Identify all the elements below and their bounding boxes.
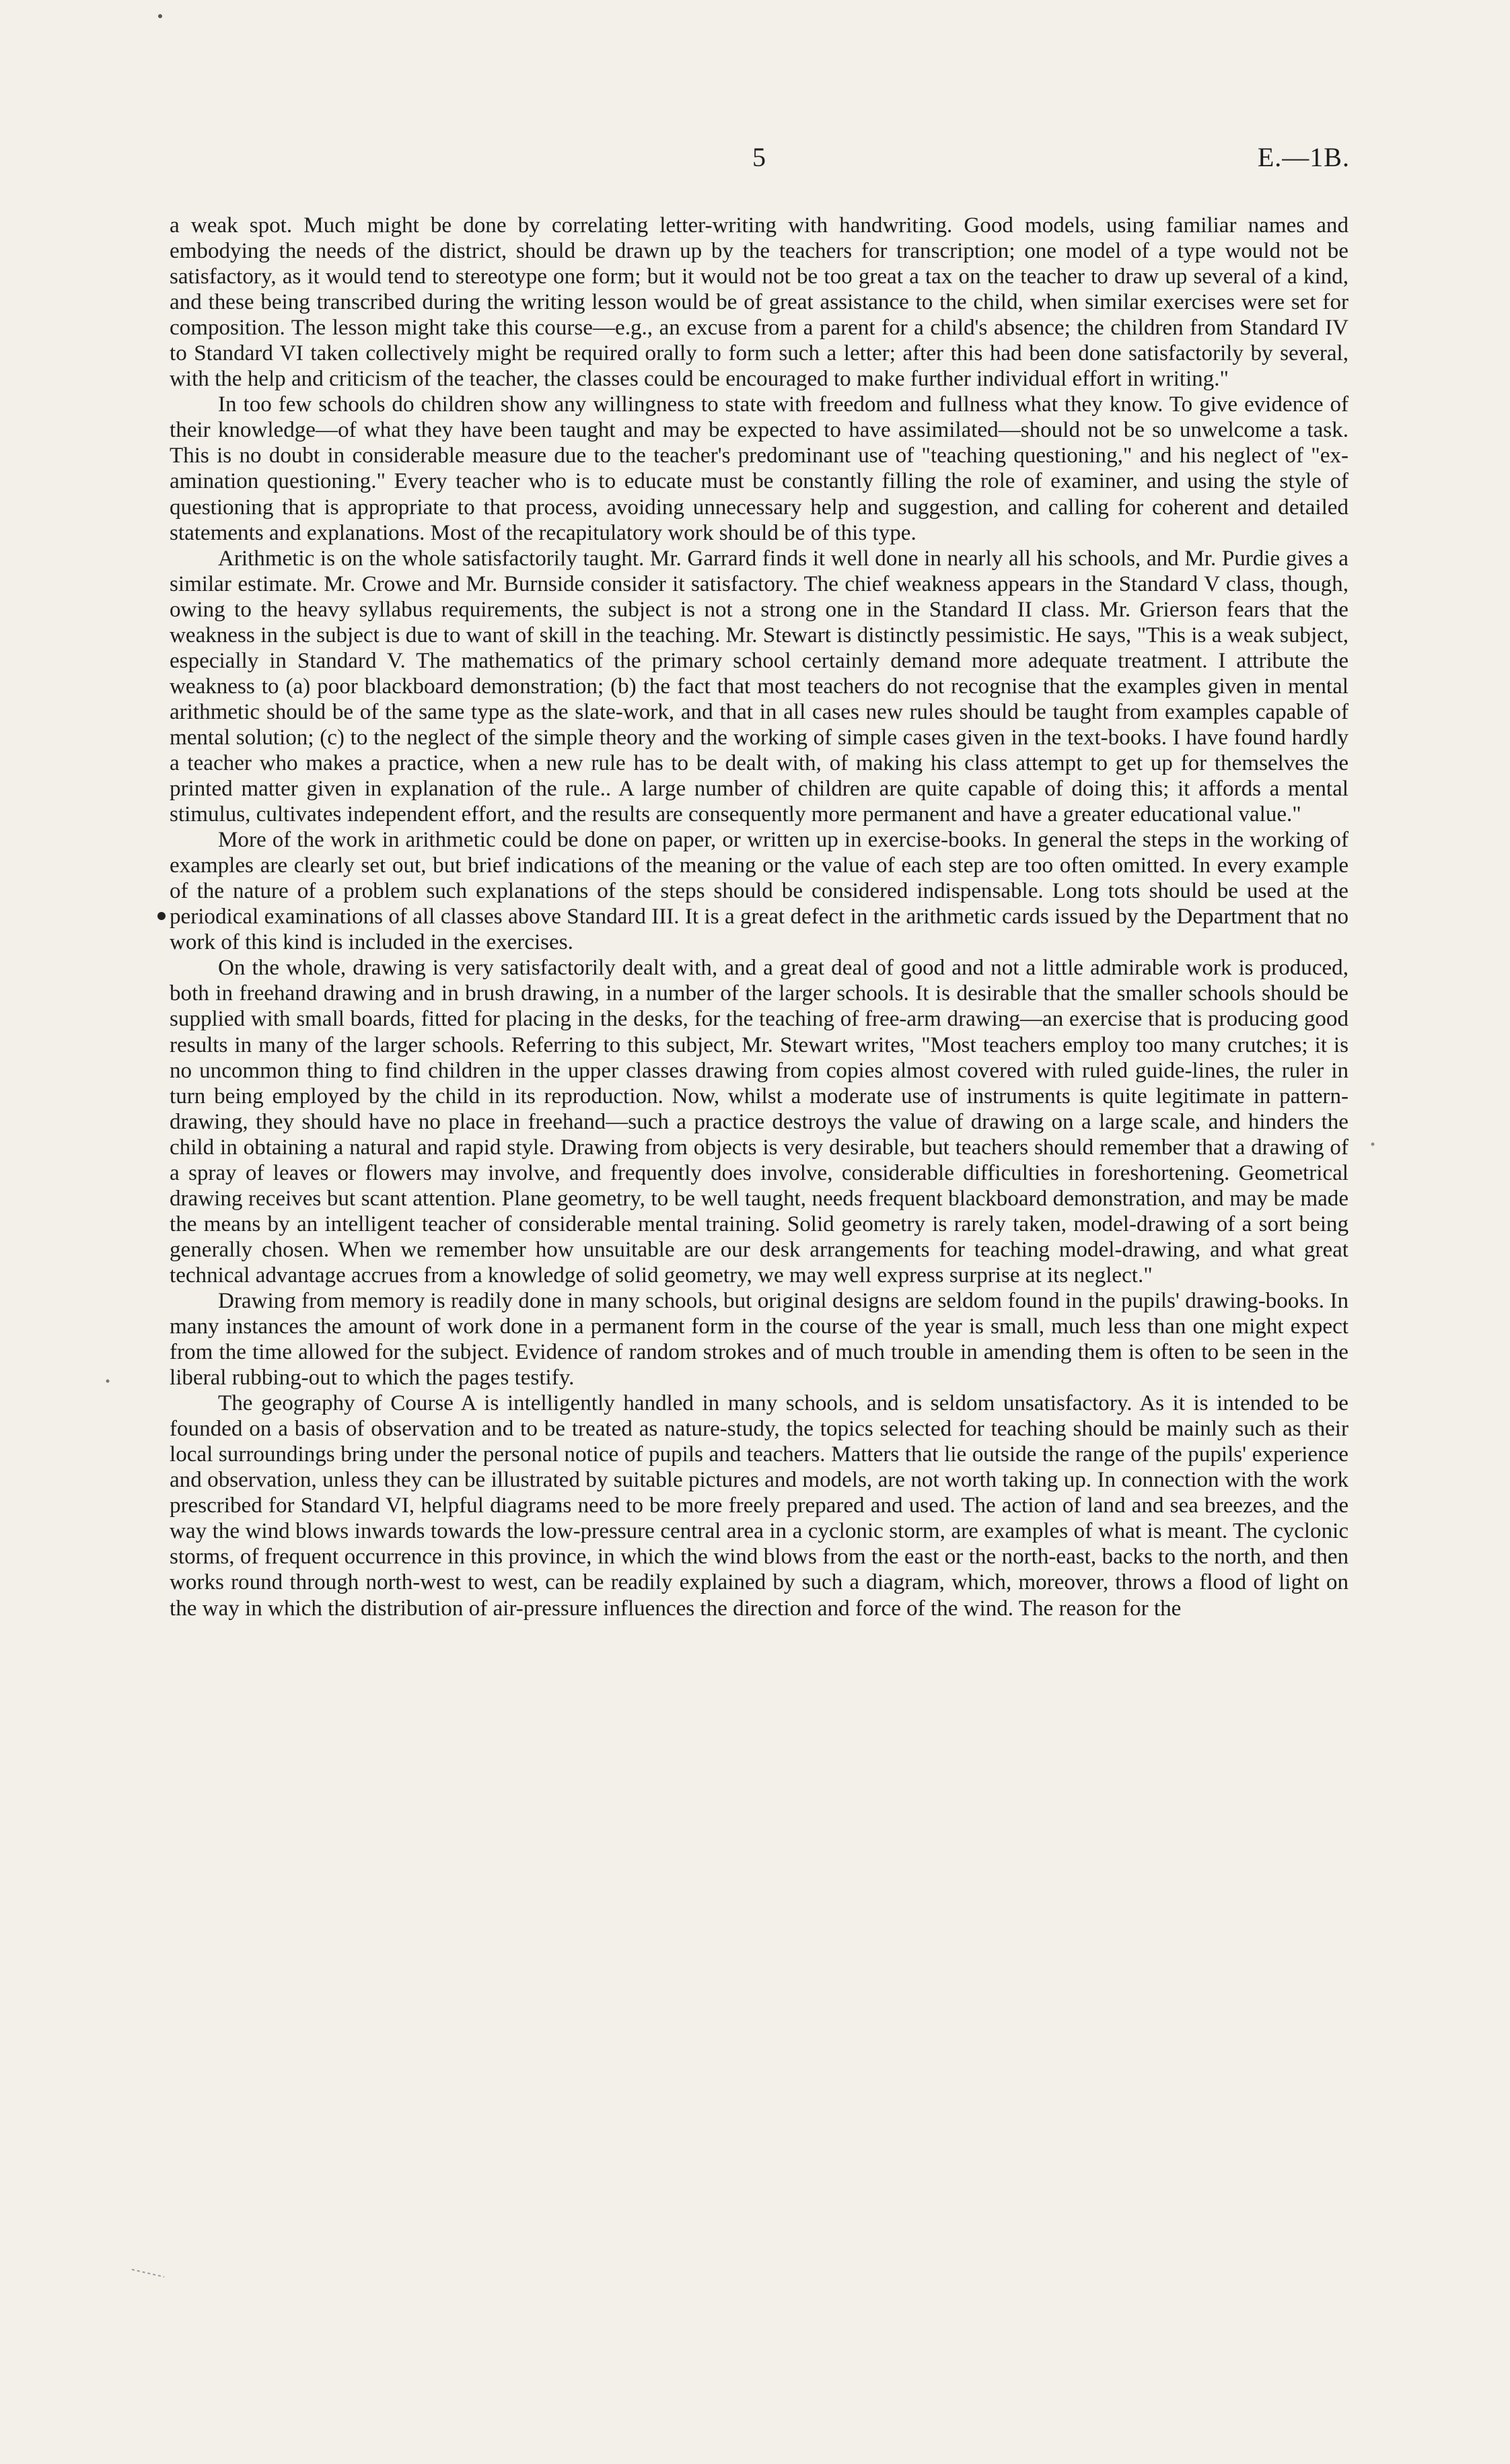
- margin-dot-left: [106, 1380, 110, 1383]
- paragraph-questioning: In too few schools do children show any willingness to state with freedom and fullness what they know. To give evidence of their knowledge—of what they have been taught and may be expected to have assimilated—should not be so unwelcome a task. This is no doubt in considerable measure due to the teacher's predominant use of "teaching questioning," and his neglect of "examination questioning." Every teacher who is to educate must be constantly filling the role of examiner, and using the style of questioning that is appropriate to that process, avoiding unnecessary help and suggestion, and calling for coherent and detailed statements and explanations. Most of the recapitulatory work should be of this type.: [170, 392, 1349, 545]
- paragraph-memory-drawing: Drawing from memory is readily done in many schools, but original designs are seldom found in the pupils' drawing-books. In many instances the amount of work done in a permanent form in the course of the year is small, much less than one might expect from the time allowed for the subject. Evidence of random strokes and of much trouble in amending them is often to be seen in the liberal rubbing-out to which the pages testify.: [170, 1288, 1349, 1391]
- paragraph-letter-writing: a weak spot. Much might be done by correlating letter-writing with handwriting. Good models, using familiar names and embodying the needs of the district, should be drawn up by the teachers for transcription; one model of a type would not be satisfactory, as it would tend to stereotype one form; but it would not be too great a tax on the teacher to draw up several of a kind, and these being transcribed during the writing lesson would be of great assistance to the child, when similar exercises were set for composition. The lesson might take this course—e.g., an excuse from a parent for a child's absence; the children from Standard IV to Standard VI taken collectively might be required orally to form such a letter; after this had been done satisfactorily by several, with the help and criticism of the teacher, the classes could be encouraged to make further individual effort in writing.": [170, 213, 1349, 392]
- margin-scratch: [132, 2269, 164, 2277]
- paragraph-arithmetic: Arithmetic is on the whole satisfactorily taught. Mr. Garrard finds it well done in nearly all his schools, and Mr. Purdie gives a similar estimate. Mr. Crowe and Mr. Burnside consider it satisfactory. The chief weakness appears in the Standard V class, though, owing to the heavy syllabus requirements, the subject is not a strong one in the Standard II class. Mr. Grierson fears that the weakness in the subject is due to want of skill in the teaching. Mr. Stewart is distinctly pessimistic. He says, "This is a weak subject, especially in Standard V. The mathematics of the primary school certainly demand more adequate treatment. I attribute the weakness to (a) poor blackboard demonstration; (b) the fact that most teachers do not recognise that the examples given in mental arithmetic should be of the same type as the slate-work, and that in all cases new rules should be taught from examples capable of mental solution; (c) to the neglect of the simple theory and the working of simple cases given in the text-books. I have found hardly a teacher who makes a practice, when a new rule has to be dealt with, of making his class attempt to get up for themselves the printed matter given in explanation of the rule.. A large number of children are quite capable of doing this; it affords a mental stimulus, cultivates independent effort, and the results are consequently more permanent and have a greater educational value.": [170, 546, 1349, 827]
- margin-bullet-mark: [157, 912, 166, 920]
- paragraph-arithmetic-exercises: More of the work in arithmetic could be done on paper, or written up in exercise-books. In general the steps in the working of examples are clearly set out, but brief indications of the meaning or the value of each step are too often omitted. In every example of the nature of a problem such explanations of the steps should be considered indispensable. Long tots should be used at the periodical examinations of all classes above Standard III. It is a great defect in the arithmetic cards issued by the Department that no work of this kind is included in the exercises.: [170, 828, 1349, 955]
- margin-dot-right: [1371, 1143, 1375, 1146]
- document-reference: E.—1B.: [1257, 142, 1350, 172]
- page-number: 5: [752, 142, 766, 172]
- paragraph-drawing: On the whole, drawing is very satisfactorily dealt with, and a great deal of good and not a little admirable work is produced, both in freehand drawing and in brush drawing, in a number of the larger schools. It is desirable that the smaller schools should be supplied with small boards, fitted for placing in the desks, for the teaching of free-arm drawing—an exercise that is producing good results in many of the larger schools. Referring to this subject, Mr. Stewart writes, "Most teachers employ too many crutches; it is no uncommon thing to find children in the upper classes drawing from copies almost covered with ruled guide-lines, the ruler in turn being employed by the child in its reproduction. Now, whilst a moderate use of instruments is quite legitimate in pattern-drawing, they should have no place in freehand—such a practice destroys the value of drawing on a large scale, and hinders the child in obtaining a natural and rapid style. Drawing from objects is very desirable, but teachers should remember that a drawing of a spray of leaves or flowers may involve, and frequently does involve, considerable difficulties in foreshortening. Geometrical drawing receives but scant attention. Plane geometry, to be well taught, needs frequent blackboard demonstration, and may be made the means by an intelligent teacher of considerable mental training. Solid geometry is rarely taken, model-drawing of a sort being generally chosen. When we remember how unsuitable are our desk arrangements for teaching model-drawing, and what great technical advantage accrues from a knowledge of solid geometry, we may well express surprise at its neglect.": [170, 956, 1349, 1288]
- corner-speck: [158, 14, 162, 18]
- paragraph-geography: The geography of Course A is intelligently handled in many schools, and is seldom unsatisfactory. As it is intended to be founded on a basis of observation and to be treated as nature-study, the topics selected for teaching should be mainly such as their local surroundings bring under the personal notice of pupils and teachers. Matters that lie outside the range of the pupils' experience and observation, unless they can be illustrated by suitable pictures and models, are not worth taking up. In connection with the work prescribed for Standard VI, helpful diagrams need to be more freely prepared and used. The action of land and sea breezes, and the way the wind blows inwards towards the low-pressure central area in a cyclonic storm, are examples of what is meant. The cyclonic storms, of frequent occurrence in this province, in which the wind blows from the east or the north-east, backs to the north, and then works round through north-west to west, can be readily explained by such a diagram, which, moreover, throws a flood of light on the way in which the distribution of air-pressure influences the direction and force of the wind. The reason for the: [170, 1391, 1349, 1621]
- body-text: [170, 213, 1349, 1621]
